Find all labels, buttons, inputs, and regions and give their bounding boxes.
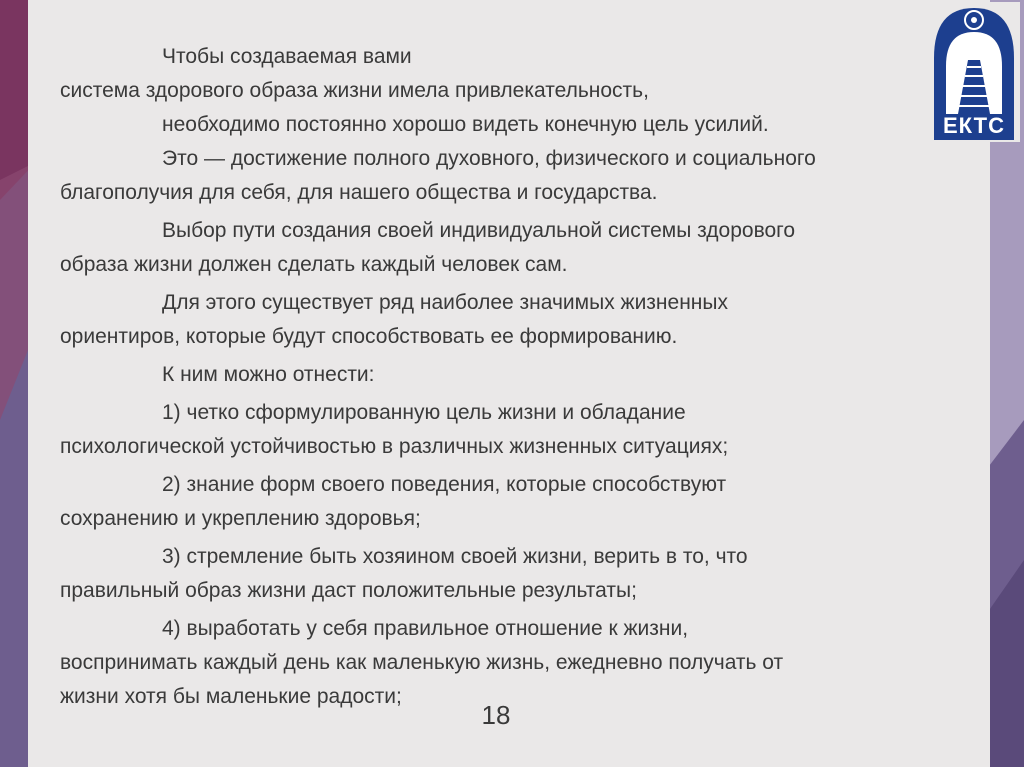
- text-line: Выбор пути создания своей индивидуальной системы здорового: [162, 219, 796, 242]
- paragraph: [60, 468, 980, 536]
- text-line: благополучия для себя, для нашего общества и государства.: [60, 181, 658, 204]
- text-line: воспринимать каждый день как маленькую жизнь, ежедневно получать от: [60, 651, 784, 674]
- text-line: жизни хотя бы маленькие радости;: [60, 685, 402, 708]
- paragraph: [60, 396, 980, 464]
- paragraph: [60, 540, 980, 608]
- paragraph: [60, 286, 980, 354]
- text-line: Это — достижение полного духовного, физического и социального: [162, 147, 816, 170]
- text-line: правильный образ жизни даст положительные результаты;: [60, 579, 637, 602]
- text-line: необходимо постоянно хорошо видеть конечную цель усилий.: [162, 113, 769, 136]
- text-line: Для этого существует ряд наиболее значимых жизненных: [162, 291, 728, 314]
- text-line: образа жизни должен сделать каждый человек сам.: [60, 253, 568, 276]
- paragraph: [60, 40, 980, 74]
- paragraph: [60, 612, 980, 714]
- text-line: ориентиров, которые будут способствовать ее формированию.: [60, 325, 678, 348]
- text-line: 4) выработать у себя правильное отношение к жизни,: [162, 617, 689, 640]
- page-number: 18: [481, 700, 511, 730]
- text-line: 2) знание форм своего поведения, которые способствуют: [162, 473, 727, 496]
- paragraph: [60, 358, 980, 392]
- text-line: 3) стремление быть хозяином своей жизни, верить в то, что: [162, 545, 748, 568]
- text-line: психологической устойчивостью в различных жизненных ситуациях;: [60, 435, 729, 458]
- text-line: К ним можно отнести:: [162, 363, 375, 386]
- text-line: Чтобы создаваемая вами: [162, 45, 412, 68]
- text-line: 1) четко сформулированную цель жизни и обладание: [162, 401, 686, 424]
- paragraph: [60, 214, 980, 282]
- arch-staircase-logo-icon: [928, 2, 1020, 142]
- paragraph: [60, 108, 980, 142]
- text-line: система здорового образа жизни имела привлекательность,: [60, 79, 649, 102]
- paragraph: [60, 74, 980, 108]
- logo-text: ЕКТС: [943, 113, 1005, 138]
- body-text: [60, 40, 980, 714]
- text-line: сохранению и укреплению здоровья;: [60, 507, 421, 530]
- paragraph: [60, 142, 980, 210]
